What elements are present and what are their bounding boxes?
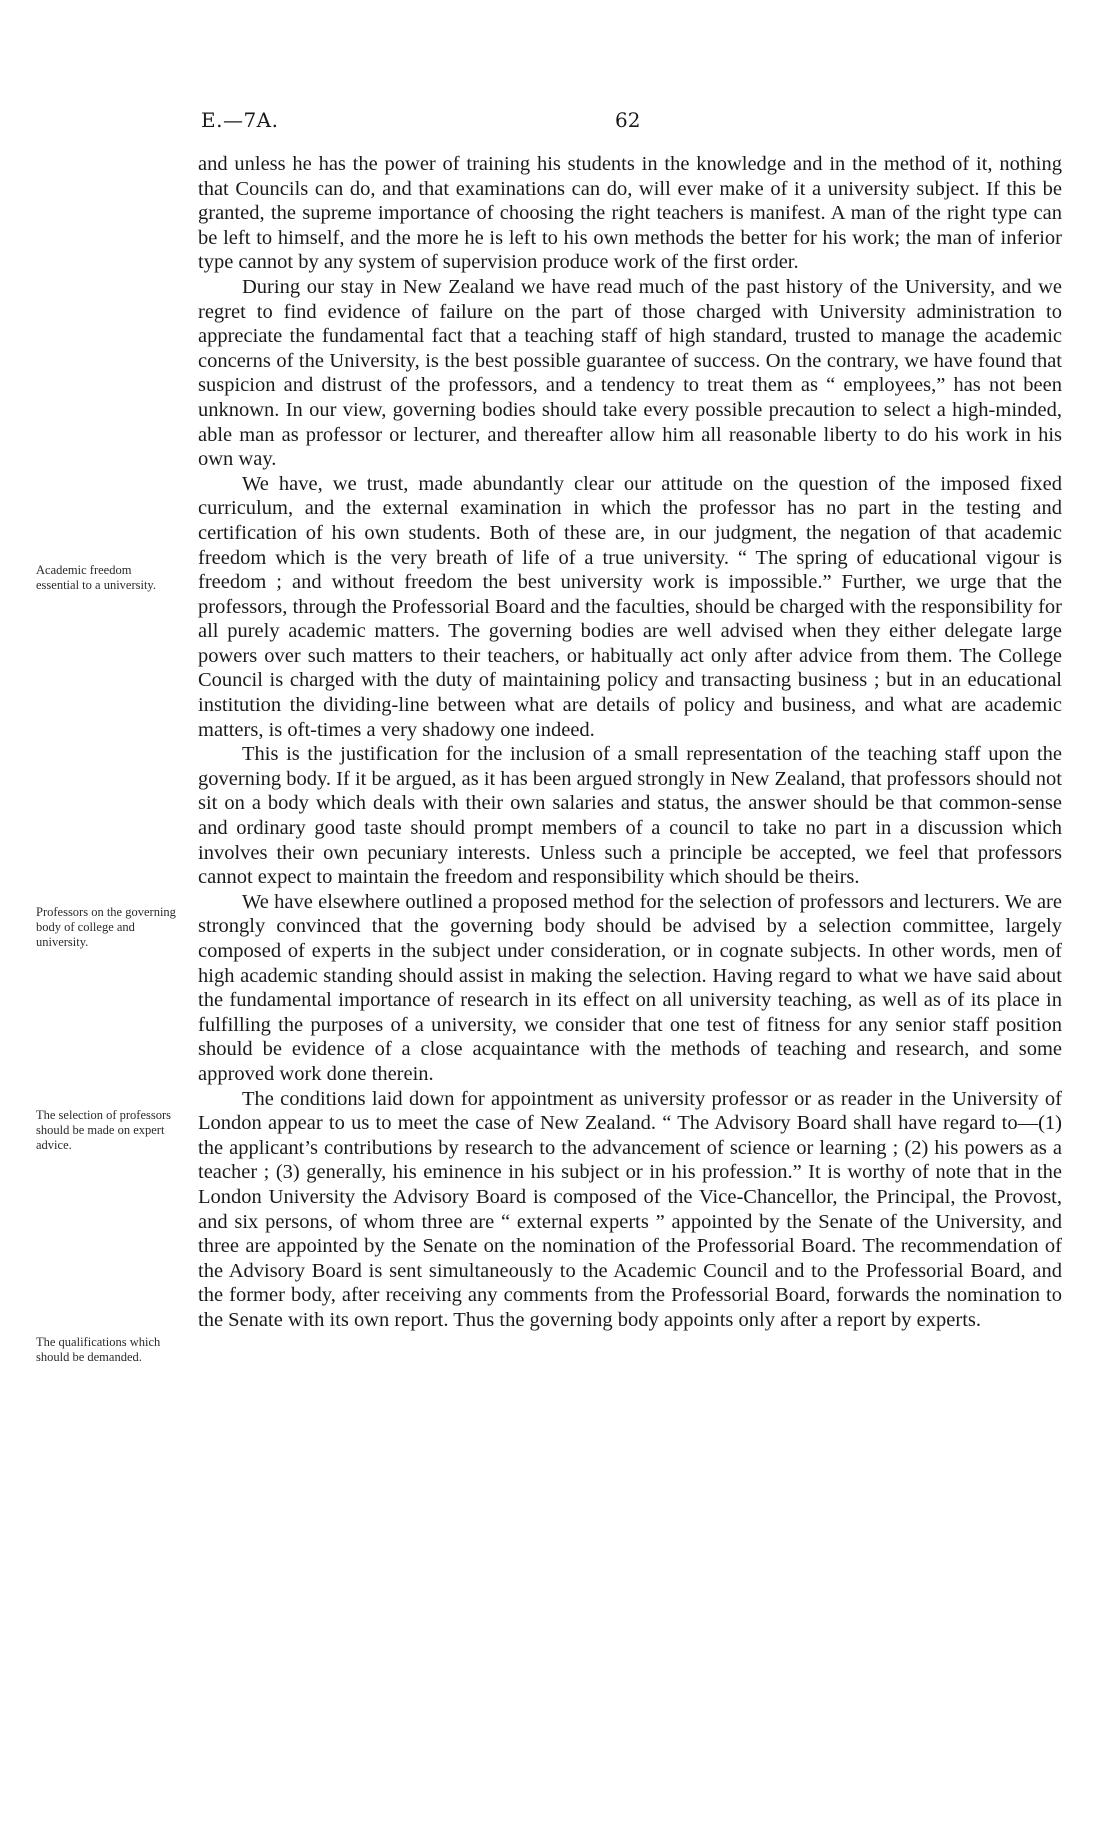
- paragraph-continuation: and unless he has the power of training his students in the knowledge and in the method of it, nothing that Councils can do, and that examinations can do, will ever make of it a university subject. If this be granted, the supreme importance of choosing the right teachers is manifest. A man of the right type can be left to himself, and the more he is left to his own methods the better for his work; the man of inferior type cannot by any system of supervision produce work of the first order.: [198, 153, 1062, 274]
- paragraph-new-zealand-history: During our stay in New Zealand we have read much of the past history of the University, and we regret to find evidence of failure on the part of those charged with University administration to appreciate the fundamental fact that a teaching staff of high standard, trusted to manage the academic concerns of the University, is the best possible guarantee of success. On the contrary, we have found that suspicion and distrust of the professors, and a tendency to treat them as “ employees,” has not been unknown. In our view, governing bodies should take every possible precaution to select a high-minded, able man as professor or lecturer, and thereafter allow him all reasonable liberty to do his work in his own way.: [198, 275, 1062, 471]
- margin-note-professors-governing-body: Professors on the governing body of college and university.: [36, 905, 176, 949]
- paragraph-london-conditions: The conditions laid down for appointment as university professor or as reader in the University of London appear to us to meet the case of New Zealand. “ The Advisory Board shall have regard to—(1) the applicant’s contributions by research to the advancement of science or learning ; (2) his powers as a teacher ; (3) generally, his eminence in his subject or in his profession.” It is worthy of note that in the London University the Advisory Board is composed of the Vice-Chancellor, the Principal, the Provost, and six persons, of whom three are “ external experts ” appointed by the Senate of the University, and three are appointed by the Senate on the nomination of the Professorial Board. The recommendation of the Advisory Board is sent simultaneously to the Academic Council and to the Professorial Board, and the former body, after receiving any comments from the Professorial Board, forwards the nomination to the Senate with its own report. Thus the governing body appoints only after a report by experts.: [198, 1087, 1062, 1331]
- paragraph-teaching-staff-representation: This is the justification for the inclusion of a small representation of the teaching staff upon the governing body. If it be argued, as it has been argued strongly in New Zealand, that professors should not sit on a body which deals with their own salaries and status, the answer should be that common-sense and ordinary good taste should prompt members of a council to take no part in a discussion which involves their own pecuniary interests. Unless such a principle be accepted, we feel that professors cannot expect to maintain the freedom and responsibility which should be theirs.: [198, 743, 1062, 889]
- margin-note-selection-of-professors: The selection of professors should be made on expert advice.: [36, 1108, 172, 1152]
- header-reference: E.—7A.: [201, 108, 279, 132]
- page-number: 62: [615, 108, 641, 132]
- margin-note-qualifications: The qualifications which should be demanded.: [36, 1335, 161, 1364]
- main-text-column: [198, 152, 1062, 1333]
- paragraph-academic-freedom: We have, we trust, made abundantly clear our attitude on the question of the imposed fixed curriculum, and the external examination in which the professor has no part in the testing and certification of his own students. Both of these are, in our judgment, the negation of that academic freedom which is the very breath of life of a true university. “ The spring of educational vigour is freedom ; and without freedom the best university work is impossible.” Further, we urge that the professors, through the Professorial Board and the faculties, should be charged with the responsibility for all purely academic matters. The governing bodies are well advised when they either delegate large powers over such matters to their teachers, or habitually act only after advice from them. The College Council is charged with the duty of maintaining policy and transacting business ; but in an educational institution the dividing-line between what are details of policy and business, and what are academic matters, is oft-times a very shadowy one indeed.: [198, 472, 1062, 741]
- margin-note-academic-freedom: Academic freedom essential to a university.: [36, 563, 156, 592]
- paragraph-selection-method: We have elsewhere outlined a proposed method for the selection of professors and lecturers. We are strongly convinced that the governing body should be advised by a selection committee, largely composed of experts in the subject under consideration, or in cognate subjects. In other words, men of high academic standing should assist in making the selection. Having regard to what we have said about the fundamental importance of research in its effect on all university teaching, as well as of its place in fulfilling the purposes of a university, we consider that one test of fitness for any senior staff position should be evidence of a close acquaintance with the methods of teaching and research, and some approved work done therein.: [198, 890, 1062, 1085]
